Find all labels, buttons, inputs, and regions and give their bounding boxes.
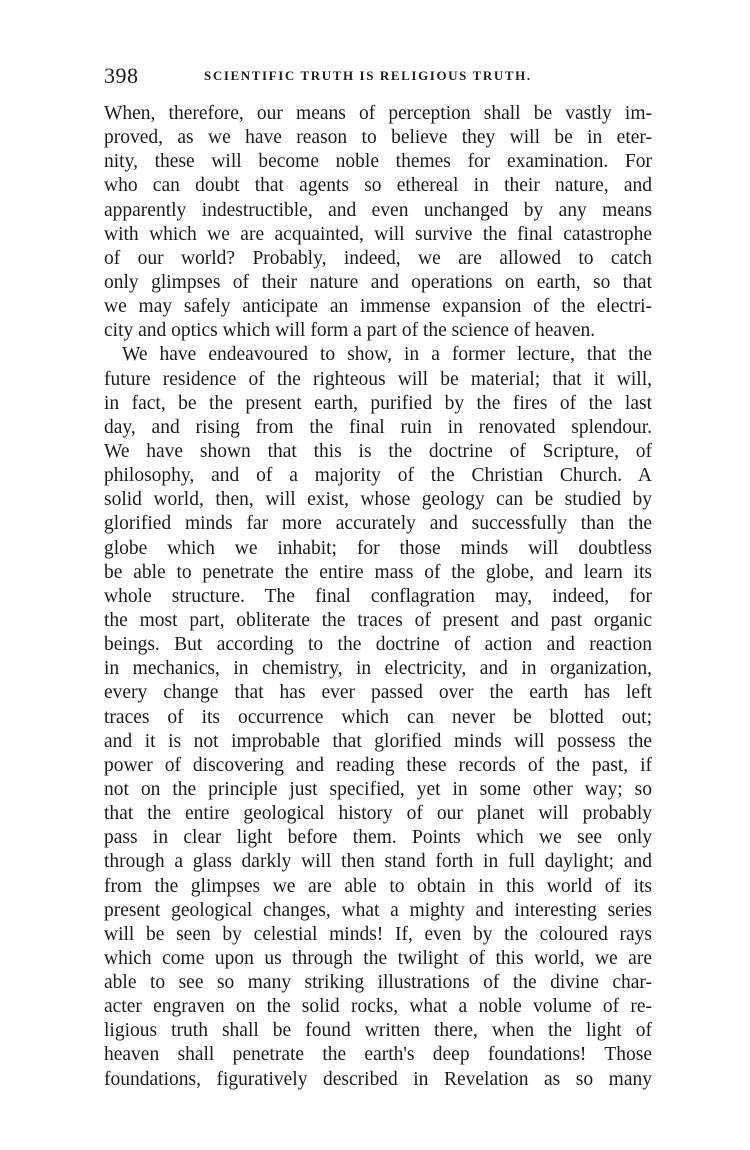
text-line: day, and rising from the final ruin in renovated splendour. xyxy=(104,416,652,438)
text-line: glorified minds far more accurately and successfully than the xyxy=(104,513,652,535)
text-line: ligious truth shall be found written there, when the light of xyxy=(104,1020,652,1042)
text-line: power of discovering and reading these records of the past, if xyxy=(104,754,652,776)
text-line: heaven shall penetrate the earth's deep foundations! Those xyxy=(104,1044,652,1066)
text-line: with which we are acquainted, will survive the final catastrophe xyxy=(104,223,652,245)
text-line: every change that has ever passed over the earth has left xyxy=(104,682,652,704)
text-line: traces of its occurrence which can never be blotted out; xyxy=(104,706,652,728)
text-line: who can doubt that agents so ethereal in their nature, and xyxy=(104,175,652,197)
text-line: in fact, be the present earth, purified by the fires of the last xyxy=(104,392,652,414)
text-line: and it is not improbable that glorified minds will possess the xyxy=(104,730,652,752)
text-line: beings. But according to the doctrine of action and reaction xyxy=(104,634,652,656)
text-line: will be seen by celestial minds! If, even by the coloured rays xyxy=(104,923,652,945)
text-line: foundations, figuratively described in Revelation as so many xyxy=(104,1068,652,1090)
text-line: apparently indestructible, and even unchanged by any means xyxy=(104,199,652,221)
text-line: able to see so many striking illustrations of the divine char- xyxy=(104,972,652,994)
text-line: globe which we inhabit; for those minds will doubtless xyxy=(104,537,652,559)
text-line: When, therefore, our means of perception shall be vastly im- xyxy=(104,103,652,124)
text-line: acter engraven on the solid rocks, what a noble volume of re- xyxy=(104,996,652,1018)
text-line: philosophy, and of a majority of the Christian Church. A xyxy=(104,465,652,487)
text-line: We have shown that this is the doctrine of Scripture, of xyxy=(104,440,652,462)
text-line: in mechanics, in chemistry, in electricity, and in organization, xyxy=(104,658,652,680)
text-line: that the entire geological history of our planet will probably xyxy=(104,803,652,825)
page-number: 398 xyxy=(104,63,139,88)
running-head xyxy=(104,62,652,90)
text-line: the most part, obliterate the traces of present and past organic xyxy=(104,609,652,631)
paragraph-start-line: We have endeavoured to show, in a former lecture, that the xyxy=(122,344,652,366)
text-line: whole structure. The final conflagration may, indeed, for xyxy=(104,585,652,607)
text-line: pass in clear light before them. Points which we see only xyxy=(104,827,652,849)
text-line: only glimpses of their nature and operations on earth, so that xyxy=(104,271,652,293)
text-line: be able to penetrate the entire mass of the globe, and learn its xyxy=(104,561,652,583)
text-line: through a glass darkly will then stand forth in full daylight; and xyxy=(104,851,652,873)
body-text xyxy=(104,102,652,1092)
text-line: of our world? Probably, indeed, we are allowed to catch xyxy=(104,247,652,269)
text-line: not on the principle just specified, yet in some other way; so xyxy=(104,778,652,800)
text-line: nity, these will become noble themes for examination. For xyxy=(104,151,652,173)
text-line: city and optics which will form a part of the science of heaven. xyxy=(104,320,596,342)
text-line: from the glimpses we are able to obtain in this world of its xyxy=(104,875,652,897)
text-line: which come upon us through the twilight of this world, we are xyxy=(104,947,652,969)
text-line: proved, as we have reason to believe they will be in eter- xyxy=(104,127,652,149)
text-line: we may safely anticipate an immense expansion of the electri- xyxy=(104,296,652,318)
running-title: SCIENTIFIC TRUTH IS RELIGIOUS TRUTH. xyxy=(204,68,532,83)
text-line: future residence of the righteous will be material; that it will, xyxy=(104,368,652,390)
text-line: solid world, then, will exist, whose geology can be studied by xyxy=(104,489,652,511)
text-line: present geological changes, what a mighty and interesting series xyxy=(104,899,652,921)
